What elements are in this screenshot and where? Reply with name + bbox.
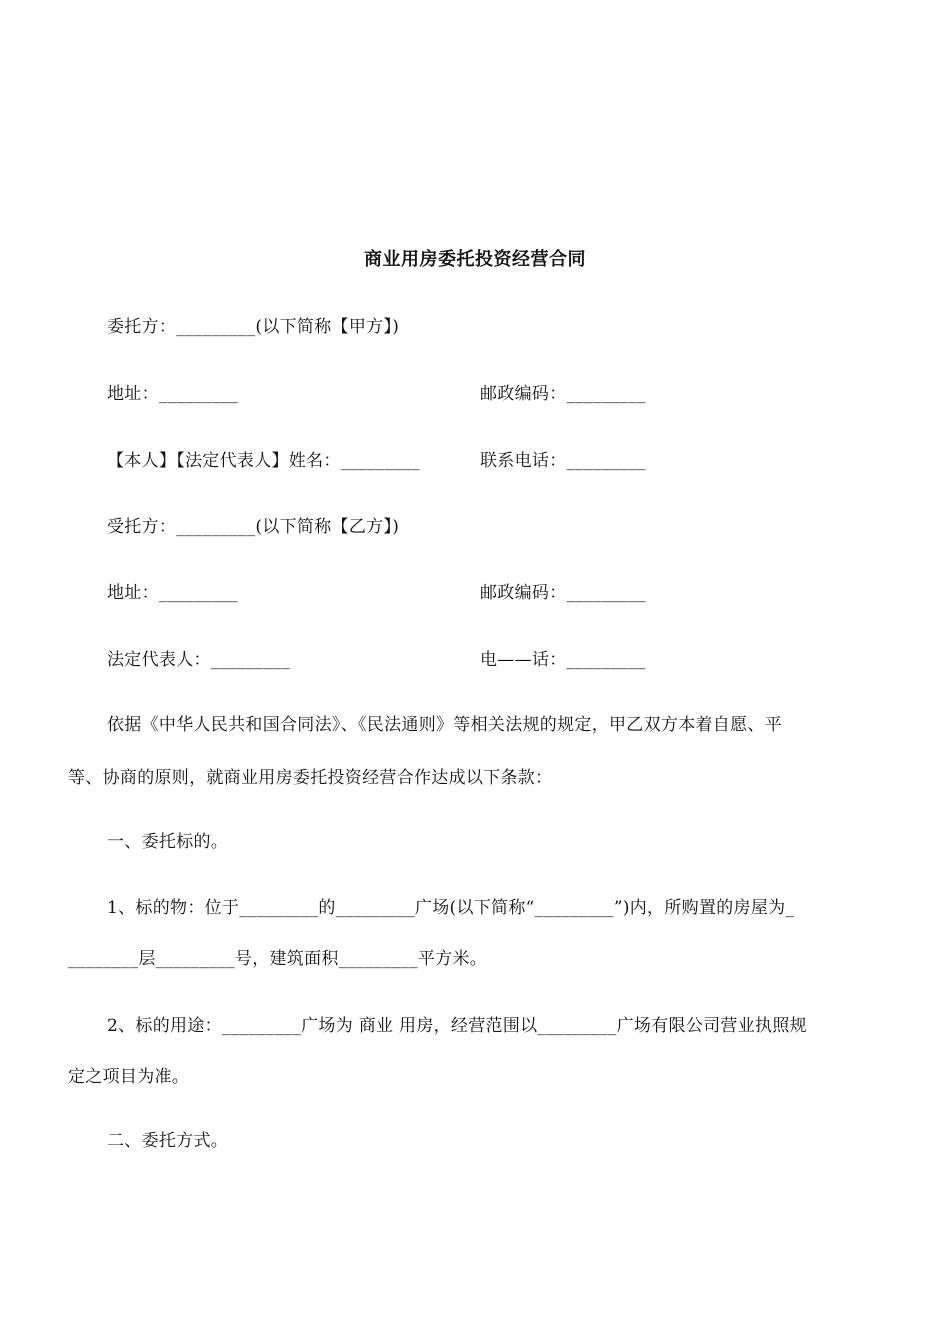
document-title: 商业用房委托投资经营合同: [364, 249, 586, 270]
party-b-postcode: 邮政编码：_________: [480, 583, 646, 603]
section-1-item-2-line-2: 定之项目为准。: [68, 1067, 190, 1087]
section-1-heading: 一、委托标的。: [107, 832, 229, 852]
preamble-line-2: 等、协商的原则，就商业用房委托投资经营合作达成以下条款：: [68, 768, 553, 788]
party-a-address: 地址：_________: [107, 384, 239, 404]
party-b-phone: 电——话：_________: [480, 650, 646, 670]
party-a-postcode: 邮政编码：_________: [480, 384, 646, 404]
section-2-heading: 二、委托方式。: [107, 1131, 229, 1151]
party-b-line: 受托方：_________(以下简称【乙方】): [107, 517, 400, 537]
section-1-item-2-line-1: 2、标的用途：_________广场为 商业 用房，经营范围以_________广场有限公司营业执照规: [107, 1016, 807, 1036]
party-b-legal-rep: 法定代表人：_________: [107, 650, 290, 670]
preamble-line-1: 依据《中华人民共和国合同法》、《民法通则》等相关法规的规定，甲乙双方本着自愿、平: [107, 715, 782, 735]
party-a-name: 【本人】【法定代表人】姓名：_________: [107, 451, 420, 471]
party-b-address: 地址：_________: [107, 583, 239, 603]
section-1-item-1-line-2: ________层_________号，建筑面积_________平方米。: [68, 949, 488, 969]
section-1-item-1-line-1: 1、标的物：位于_________的_________广场(以下简称“_________”)内，所购置的房屋为_: [107, 898, 795, 918]
party-a-phone: 联系电话：_________: [480, 451, 646, 471]
party-a-line: 委托方：_________(以下简称【甲方】): [107, 317, 400, 337]
